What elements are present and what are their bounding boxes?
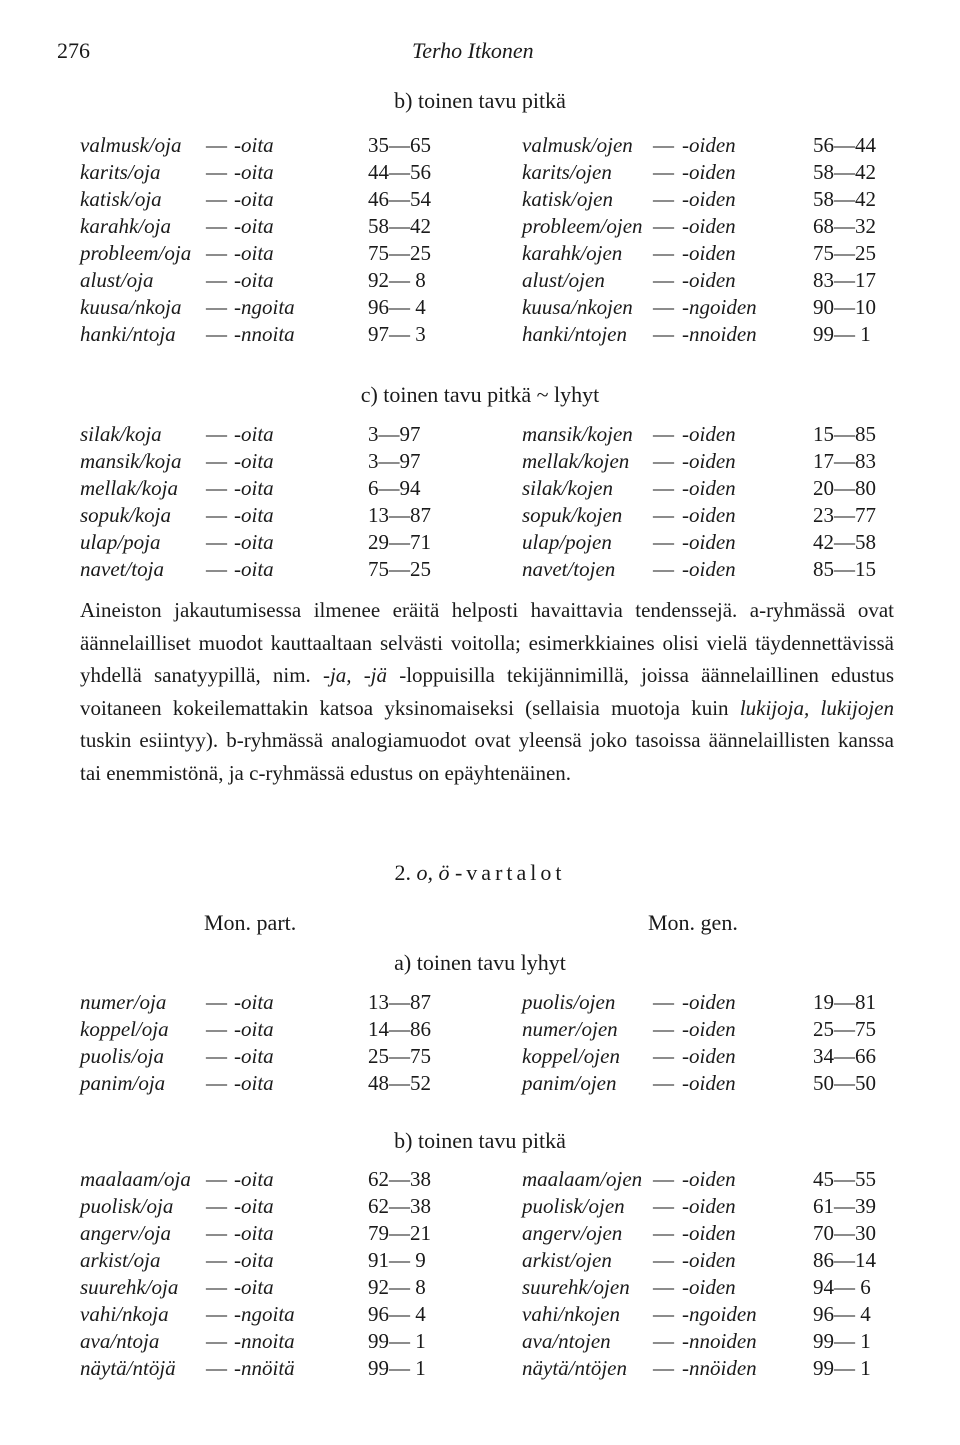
table-row <box>0 160 960 187</box>
word-left: hanki/ntoja <box>80 322 176 346</box>
table-row <box>0 1248 960 1275</box>
dash-left: — <box>206 322 227 346</box>
ratio-left: 58—42 <box>368 214 431 238</box>
dash-left: — <box>206 1356 227 1380</box>
ratio-left: 35—65 <box>368 133 431 157</box>
ratio-right: 99— 1 <box>813 1329 871 1353</box>
table-row <box>0 990 960 1017</box>
word-right: valmusk/ojen <box>522 133 633 157</box>
word-left: probleem/oja <box>80 241 192 265</box>
ending-left: -oita <box>234 160 274 184</box>
dash-left: — <box>206 990 227 1014</box>
word-right: katisk/ojen <box>522 187 613 211</box>
ending-right: -oiden <box>682 990 736 1014</box>
ending-right: -oiden <box>682 422 736 446</box>
word-right: karahk/ojen <box>522 241 623 265</box>
dash-right: — <box>653 1017 674 1041</box>
body-paragraph <box>80 594 894 789</box>
ratio-left: 79—21 <box>368 1221 431 1245</box>
ending-left: -oita <box>234 214 274 238</box>
paragraph-italic-1: -ja, -jä <box>322 663 388 687</box>
vartalot-number: 2. <box>394 860 411 885</box>
dash-right: — <box>653 1329 674 1353</box>
dash-left: — <box>206 1071 227 1095</box>
table-row <box>0 1017 960 1044</box>
ending-left: -ngoita <box>234 295 295 319</box>
table-section-a2 <box>0 990 960 1098</box>
paragraph-text-2: -loppuisilla tekijännimillä, joissa äännelaillinen edustus voitaneen kokeilemattakin katsoa yksinomaiseksi (sellaisia muotoja kuin <box>80 663 895 720</box>
ending-left: -oita <box>234 557 274 581</box>
word-left: panim/oja <box>80 1071 166 1095</box>
word-left: koppel/oja <box>80 1017 169 1041</box>
dash-left: — <box>206 1167 227 1191</box>
ratio-right: 34—66 <box>813 1044 876 1068</box>
ending-right: -nnoiden <box>682 1329 757 1353</box>
word-right: sopuk/kojen <box>522 503 623 527</box>
ending-right: -oiden <box>682 133 736 157</box>
dash-left: — <box>206 1329 227 1353</box>
ratio-right: 85—15 <box>813 557 876 581</box>
word-right: silak/kojen <box>522 476 613 500</box>
ratio-right: 75—25 <box>813 241 876 265</box>
word-right: puolisk/ojen <box>522 1194 625 1218</box>
word-left: katisk/oja <box>80 187 162 211</box>
word-left: karits/oja <box>80 160 161 184</box>
column-heading-mon-part: Mon. part. <box>204 910 297 935</box>
ending-right: -oiden <box>682 1275 736 1299</box>
dash-right: — <box>653 295 674 319</box>
table-row <box>0 295 960 322</box>
ending-right: -oiden <box>682 160 736 184</box>
ending-left: -nnoita <box>234 1329 295 1353</box>
vartalot-stems: o, ö <box>416 860 450 885</box>
dash-left: — <box>206 187 227 211</box>
word-left: numer/oja <box>80 990 167 1014</box>
dash-right: — <box>653 476 674 500</box>
dash-left: — <box>206 1194 227 1218</box>
ratio-left: 46—54 <box>368 187 431 211</box>
ending-right: -nnöiden <box>682 1356 757 1380</box>
section-a2-heading: a) toinen tavu lyhyt <box>394 950 566 975</box>
word-right: numer/ojen <box>522 1017 618 1041</box>
ending-left: -oita <box>234 503 274 527</box>
vartalot-word: -vartalot <box>454 860 566 885</box>
dash-right: — <box>653 160 674 184</box>
ending-left: -oita <box>234 1275 274 1299</box>
ratio-left: 96— 4 <box>368 295 426 319</box>
word-left: mansik/koja <box>80 449 182 473</box>
word-right: ava/ntojen <box>522 1329 611 1353</box>
ending-left: -oita <box>234 1044 274 1068</box>
ratio-right: 15—85 <box>813 422 876 446</box>
paragraph-italic-2: lukijoja, lukijojen <box>739 695 894 720</box>
dash-right: — <box>653 1044 674 1068</box>
ratio-right: 94— 6 <box>813 1275 871 1299</box>
ending-right: -oiden <box>682 187 736 211</box>
dash-right: — <box>653 1071 674 1095</box>
word-right: näytä/ntöjen <box>522 1356 627 1380</box>
dash-right: — <box>653 1248 674 1272</box>
paragraph-text-3: tuskin esiintyy). b-ryhmässä analogiamuodot ovat yleensä joko tasoissa äännelaillisten kanssa tai enemmistönä, ja c-ryhmässä edustus on epäyhtenäinen. <box>80 728 894 785</box>
ending-left: -oita <box>234 133 274 157</box>
ratio-left: 99— 1 <box>368 1356 426 1380</box>
ratio-left: 25—75 <box>368 1044 431 1068</box>
word-right: karits/ojen <box>522 160 612 184</box>
word-left: näytä/ntöjä <box>80 1356 176 1380</box>
ratio-left: 91— 9 <box>368 1248 426 1272</box>
table-row <box>0 1167 960 1194</box>
table-row <box>0 268 960 295</box>
dash-left: — <box>206 1248 227 1272</box>
ratio-right: 83—17 <box>813 268 876 292</box>
table-row <box>0 1194 960 1221</box>
table-row <box>0 557 960 584</box>
ratio-right: 42—58 <box>813 530 876 554</box>
dash-right: — <box>653 557 674 581</box>
ratio-left: 99— 1 <box>368 1329 426 1353</box>
ending-left: -oita <box>234 1194 274 1218</box>
dash-right: — <box>653 530 674 554</box>
table-row <box>0 1302 960 1329</box>
section-vartalot-heading <box>0 860 960 886</box>
dash-left: — <box>206 1221 227 1245</box>
word-left: puolis/oja <box>80 1044 165 1068</box>
ending-left: -oita <box>234 449 274 473</box>
ending-right: -oiden <box>682 1194 736 1218</box>
word-left: puolisk/oja <box>80 1194 174 1218</box>
word-right: mansik/kojen <box>522 422 633 446</box>
ratio-right: 68—32 <box>813 214 876 238</box>
dash-right: — <box>653 422 674 446</box>
table-row <box>0 422 960 449</box>
ending-right: -oiden <box>682 1071 736 1095</box>
table-row <box>0 503 960 530</box>
ending-left: -nnoita <box>234 322 295 346</box>
ending-right: -oiden <box>682 449 736 473</box>
ending-right: -oiden <box>682 241 736 265</box>
ending-left: -oita <box>234 268 274 292</box>
ending-right: -oiden <box>682 1044 736 1068</box>
word-right: kuusa/nkojen <box>522 295 633 319</box>
dash-left: — <box>206 214 227 238</box>
section-c-heading: c) toinen tavu pitkä ~ lyhyt <box>360 382 600 407</box>
word-right: vahi/nkojen <box>522 1302 620 1326</box>
ratio-right: 56—44 <box>813 133 876 157</box>
ending-left: -ngoita <box>234 1302 295 1326</box>
word-left: sopuk/koja <box>80 503 171 527</box>
table-row <box>0 1329 960 1356</box>
word-left: suurehk/oja <box>80 1275 179 1299</box>
word-right: panim/ojen <box>522 1071 617 1095</box>
ending-right: -oiden <box>682 214 736 238</box>
dash-right: — <box>653 214 674 238</box>
word-right: puolis/ojen <box>522 990 616 1014</box>
dash-left: — <box>206 503 227 527</box>
ratio-left: 6—94 <box>368 476 421 500</box>
word-left: valmusk/oja <box>80 133 182 157</box>
table-row <box>0 1221 960 1248</box>
dash-left: — <box>206 268 227 292</box>
ratio-right: 17—83 <box>813 449 876 473</box>
table-row <box>0 1071 960 1098</box>
table-row <box>0 322 960 349</box>
table-section-c <box>0 422 960 584</box>
table-section-b1 <box>0 133 960 349</box>
ending-right: -nnoiden <box>682 322 757 346</box>
table-row <box>0 1356 960 1383</box>
dash-right: — <box>653 322 674 346</box>
ending-right: -oiden <box>682 1221 736 1245</box>
table-row <box>0 1275 960 1302</box>
ratio-right: 19—81 <box>813 990 876 1014</box>
ratio-right: 50—50 <box>813 1071 876 1095</box>
dash-right: — <box>653 990 674 1014</box>
word-left: angerv/oja <box>80 1221 171 1245</box>
ratio-right: 99— 1 <box>813 322 871 346</box>
dash-right: — <box>653 1302 674 1326</box>
ending-right: -oiden <box>682 1017 736 1041</box>
ratio-left: 96— 4 <box>368 1302 426 1326</box>
dash-left: — <box>206 241 227 265</box>
ratio-right: 61—39 <box>813 1194 876 1218</box>
dash-left: — <box>206 1017 227 1041</box>
dash-left: — <box>206 422 227 446</box>
table-row <box>0 187 960 214</box>
ending-right: -oiden <box>682 530 736 554</box>
ratio-right: 58—42 <box>813 160 876 184</box>
ratio-left: 92— 8 <box>368 1275 426 1299</box>
ratio-left: 75—25 <box>368 557 431 581</box>
word-right: alust/ojen <box>522 268 605 292</box>
ending-left: -oita <box>234 1017 274 1041</box>
ending-right: -oiden <box>682 1248 736 1272</box>
ending-left: -oita <box>234 422 274 446</box>
ending-left: -oita <box>234 530 274 554</box>
word-right: arkist/ojen <box>522 1248 612 1272</box>
word-right: koppel/ojen <box>522 1044 620 1068</box>
dash-left: — <box>206 160 227 184</box>
ratio-right: 70—30 <box>813 1221 876 1245</box>
dash-right: — <box>653 268 674 292</box>
word-right: maalaam/ojen <box>522 1167 643 1191</box>
word-left: alust/oja <box>80 268 154 292</box>
ending-left: -oita <box>234 1071 274 1095</box>
word-right: angerv/ojen <box>522 1221 623 1245</box>
ending-left: -nnöitä <box>234 1356 295 1380</box>
dash-right: — <box>653 1194 674 1218</box>
dash-left: — <box>206 1275 227 1299</box>
ending-right: -ngoiden <box>682 295 757 319</box>
ratio-right: 96— 4 <box>813 1302 871 1326</box>
section-b2-heading: b) toinen tavu pitkä <box>394 1128 566 1153</box>
running-head: Terho Itkonen <box>412 38 534 63</box>
word-right: navet/tojen <box>522 557 616 581</box>
ratio-right: 20—80 <box>813 476 876 500</box>
table-section-b2 <box>0 1167 960 1383</box>
ending-right: -oiden <box>682 476 736 500</box>
ending-right: -oiden <box>682 557 736 581</box>
table-row <box>0 476 960 503</box>
ratio-right: 25—75 <box>813 1017 876 1041</box>
column-heading-mon-gen: Mon. gen. <box>648 910 738 935</box>
ending-right: -ngoiden <box>682 1302 757 1326</box>
ending-left: -oita <box>234 1167 274 1191</box>
dash-right: — <box>653 449 674 473</box>
ratio-left: 13—87 <box>368 990 431 1014</box>
ratio-left: 48—52 <box>368 1071 431 1095</box>
dash-right: — <box>653 133 674 157</box>
dash-right: — <box>653 1167 674 1191</box>
table-row <box>0 1044 960 1071</box>
ending-left: -oita <box>234 990 274 1014</box>
ratio-right: 45—55 <box>813 1167 876 1191</box>
table-row <box>0 214 960 241</box>
ratio-left: 14—86 <box>368 1017 431 1041</box>
ratio-left: 97— 3 <box>368 322 426 346</box>
word-left: ava/ntoja <box>80 1329 160 1353</box>
word-right: hanki/ntojen <box>522 322 627 346</box>
table-row <box>0 449 960 476</box>
word-right: probleem/ojen <box>522 214 643 238</box>
word-left: mellak/koja <box>80 476 178 500</box>
word-left: ulap/poja <box>80 530 161 554</box>
dash-right: — <box>653 1221 674 1245</box>
ending-left: -oita <box>234 1221 274 1245</box>
word-left: silak/koja <box>80 422 162 446</box>
dash-left: — <box>206 1302 227 1326</box>
section-b1-heading: b) toinen tavu pitkä <box>394 88 566 113</box>
dash-right: — <box>653 241 674 265</box>
ending-right: -oiden <box>682 503 736 527</box>
dash-left: — <box>206 449 227 473</box>
ratio-right: 86—14 <box>813 1248 876 1272</box>
paragraph-text-1: Aineiston jakautumisessa ilmenee eräitä helposti havaittavia tendenssejä. a-ryhmässä ovat äännelailliset muodot kauttaaltaan selvästi voitolla; esimerkkiaines olisi vielä täydennettävissä yhdellä sanatyypillä, nim. <box>80 598 894 687</box>
table-row <box>0 530 960 557</box>
ending-right: -oiden <box>682 268 736 292</box>
ratio-left: 62—38 <box>368 1167 431 1191</box>
ratio-left: 44—56 <box>368 160 431 184</box>
ratio-left: 62—38 <box>368 1194 431 1218</box>
ratio-right: 23—77 <box>813 503 876 527</box>
dash-left: — <box>206 476 227 500</box>
word-left: arkist/oja <box>80 1248 161 1272</box>
ratio-left: 13—87 <box>368 503 431 527</box>
ratio-left: 29—71 <box>368 530 431 554</box>
word-left: navet/toja <box>80 557 164 581</box>
table-row <box>0 133 960 160</box>
ratio-right: 99— 1 <box>813 1356 871 1380</box>
dash-right: — <box>653 187 674 211</box>
dash-left: — <box>206 530 227 554</box>
ratio-left: 75—25 <box>368 241 431 265</box>
ratio-left: 3—97 <box>368 422 421 446</box>
word-right: ulap/pojen <box>522 530 612 554</box>
ending-right: -oiden <box>682 1167 736 1191</box>
ending-left: -oita <box>234 1248 274 1272</box>
ratio-right: 58—42 <box>813 187 876 211</box>
dash-right: — <box>653 1275 674 1299</box>
word-right: mellak/kojen <box>522 449 630 473</box>
table-row <box>0 241 960 268</box>
word-left: karahk/oja <box>80 214 171 238</box>
ratio-left: 3—97 <box>368 449 421 473</box>
dash-left: — <box>206 1044 227 1068</box>
dash-right: — <box>653 1356 674 1380</box>
word-right: suurehk/ojen <box>522 1275 630 1299</box>
ending-left: -oita <box>234 241 274 265</box>
ending-left: -oita <box>234 476 274 500</box>
word-left: vahi/nkoja <box>80 1302 169 1326</box>
dash-left: — <box>206 557 227 581</box>
ratio-right: 90—10 <box>813 295 876 319</box>
ratio-left: 92— 8 <box>368 268 426 292</box>
word-left: maalaam/oja <box>80 1167 191 1191</box>
dash-left: — <box>206 133 227 157</box>
word-left: kuusa/nkoja <box>80 295 182 319</box>
dash-left: — <box>206 295 227 319</box>
ending-left: -oita <box>234 187 274 211</box>
page-number: 276 <box>57 38 90 63</box>
dash-right: — <box>653 503 674 527</box>
